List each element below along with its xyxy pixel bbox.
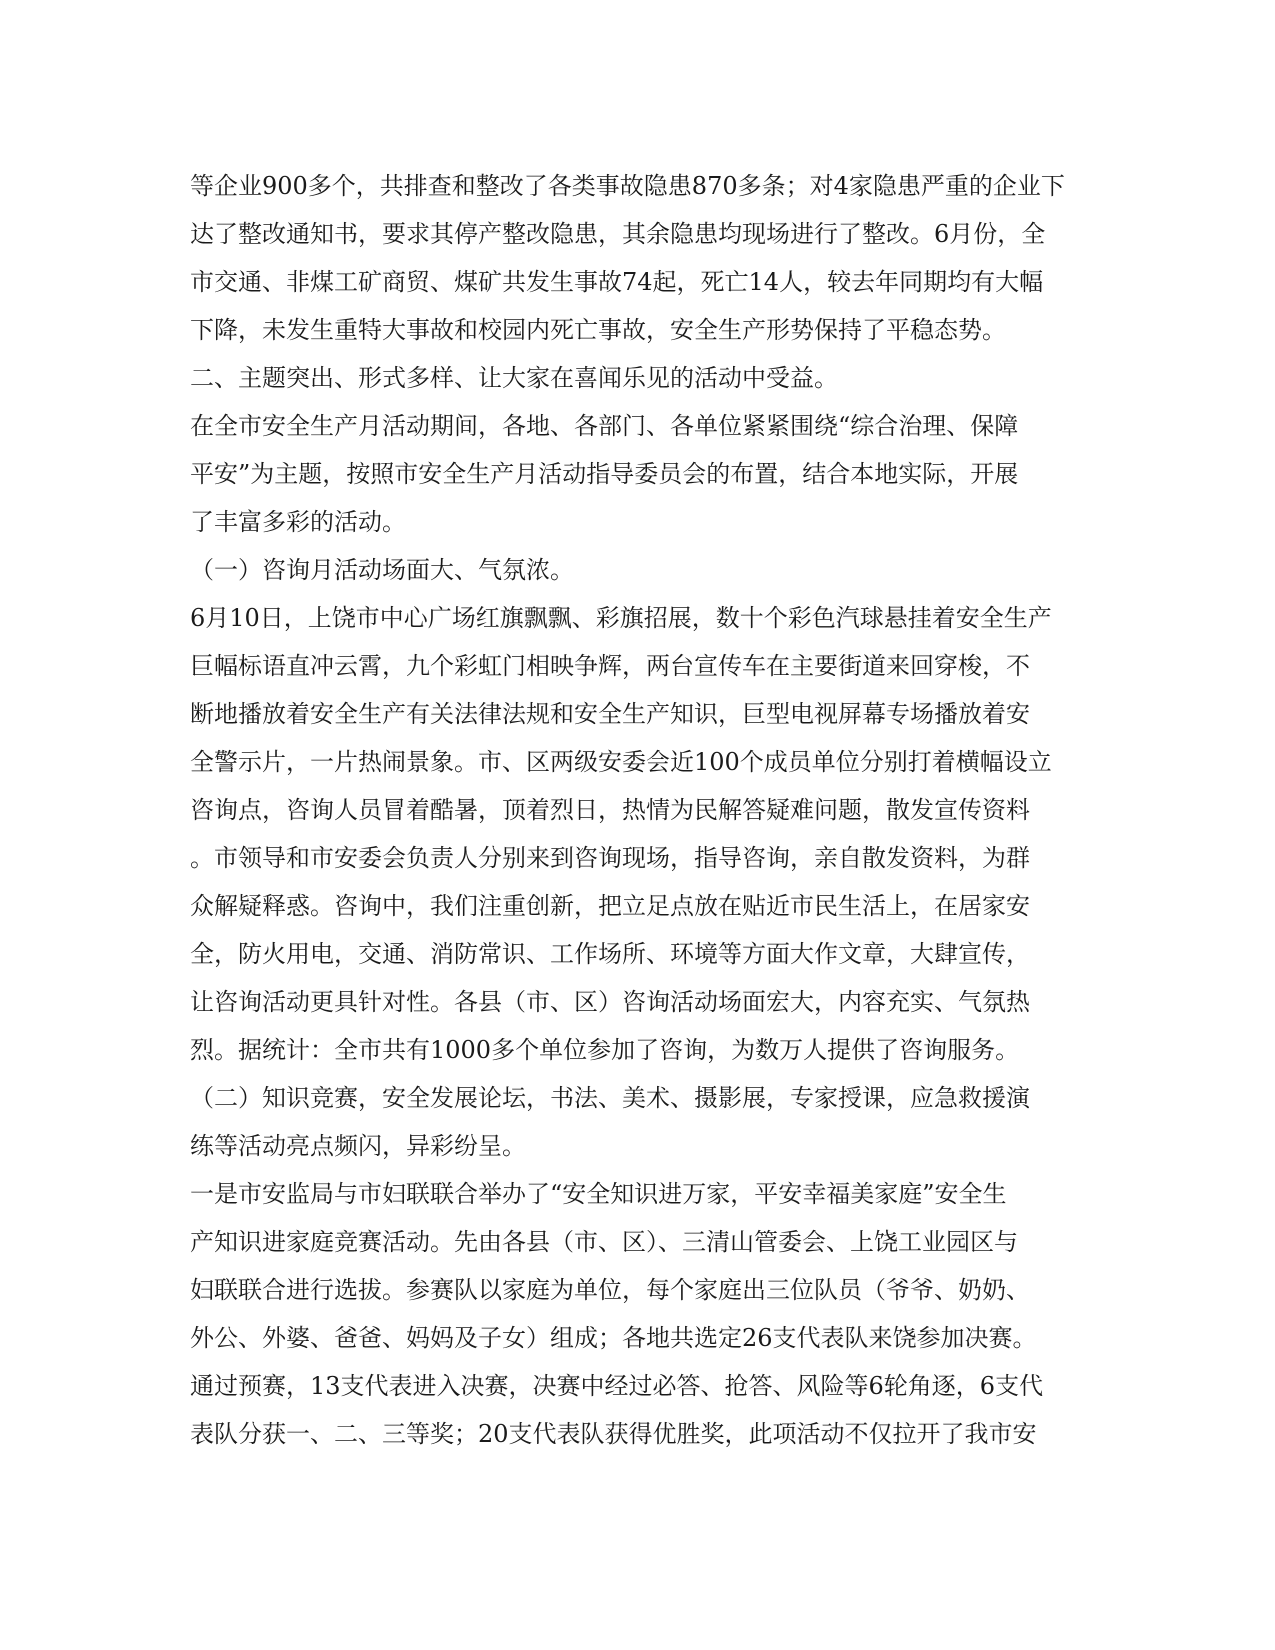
text-line: 妇联联合进行选拔。参赛队以家庭为单位，每个家庭出三位队员（爷爷、奶奶、: [190, 1276, 1030, 1304]
text-line: 在全市安全生产月活动期间，各地、各部门、各单位紧紧围绕“综合治理、保障: [190, 412, 1019, 440]
text-line: 表队分获一、二、三等奖；20支代表队获得优胜奖，此项活动不仅拉开了我市安: [190, 1420, 1037, 1448]
text-line: 下降，未发生重特大事故和校园内死亡事故，安全生产形势保持了平稳态势。: [190, 316, 1006, 344]
text-line: 巨幅标语直冲云霄，九个彩虹门相映争辉，两台宣传车在主要街道来回穿梭，不: [190, 652, 1030, 680]
text-line: 了丰富多彩的活动。: [190, 508, 406, 536]
text-line: 练等活动亮点频闪，异彩纷呈。: [190, 1132, 526, 1160]
text-line: 全，防火用电，交通、消防常识、工作场所、环境等方面大作文章，大肆宣传，: [190, 940, 1030, 968]
text-line: 一是市安监局与市妇联联合举办了“安全知识进万家，平安幸福美家庭”安全生: [190, 1180, 1007, 1208]
text-line: 市交通、非煤工矿商贸、煤矿共发生事故74起，死亡14人，较去年同期均有大幅: [190, 268, 1044, 296]
text-line: 众解疑释惑。咨询中，我们注重创新，把立足点放在贴近市民生活上，在居家安: [190, 892, 1030, 920]
text-line: 产知识进家庭竞赛活动。先由各县（市、区）、三清山管委会、上饶工业园区与: [190, 1228, 1018, 1256]
text-line: 6月10日，上饶市中心广场红旗飘飘、彩旗招展，数十个彩色汽球悬挂着安全生产: [190, 604, 1052, 632]
text-line: 。市领导和市安委会负责人分别来到咨询现场，指导咨询，亲自散发资料，为群: [190, 844, 1030, 872]
text-line: 等企业900多个，共排查和整改了各类事故隐患870多条；对4家隐患严重的企业下: [190, 172, 1065, 200]
text-line: 咨询点，咨询人员冒着酷暑，顶着烈日，热情为民解答疑难问题，散发宣传资料: [190, 796, 1030, 824]
text-line: 通过预赛，13支代表进入决赛，决赛中经过必答、抢答、风险等6轮角逐，6支代: [190, 1372, 1044, 1400]
subsection-heading: （一）咨询月活动场面大、气氛浓。: [190, 556, 574, 584]
text-line: 断地播放着安全生产有关法律法规和安全生产知识，巨型电视屏幕专场播放着安: [190, 700, 1030, 728]
text-line: 全警示片，一片热闹景象。市、区两级安委会近100个成员单位分别打着横幅设立: [190, 748, 1052, 776]
section-heading: 二、主题突出、形式多样、让大家在喜闻乐见的活动中受益。: [190, 364, 838, 392]
text-line: 平安”为主题，按照市安全生产月活动指导委员会的布置，结合本地实际，开展: [190, 460, 1019, 488]
text-line: 达了整改通知书，要求其停产整改隐患，其余隐患均现场进行了整改。6月份，全: [190, 220, 1046, 248]
document-body: [190, 162, 1080, 1458]
text-line: 烈。据统计：全市共有1000多个单位参加了咨询，为数万人提供了咨询服务。: [190, 1036, 1020, 1064]
text-line: 让咨询活动更具针对性。各县（市、区）咨询活动场面宏大，内容充实、气氛热: [190, 988, 1030, 1016]
subsection-heading: （二）知识竞赛，安全发展论坛，书法、美术、摄影展，专家授课，应急救援演: [190, 1084, 1030, 1112]
text-line: 外公、外婆、爸爸、妈妈及子女）组成；各地共选定26支代表队来饶参加决赛。: [190, 1324, 1037, 1352]
